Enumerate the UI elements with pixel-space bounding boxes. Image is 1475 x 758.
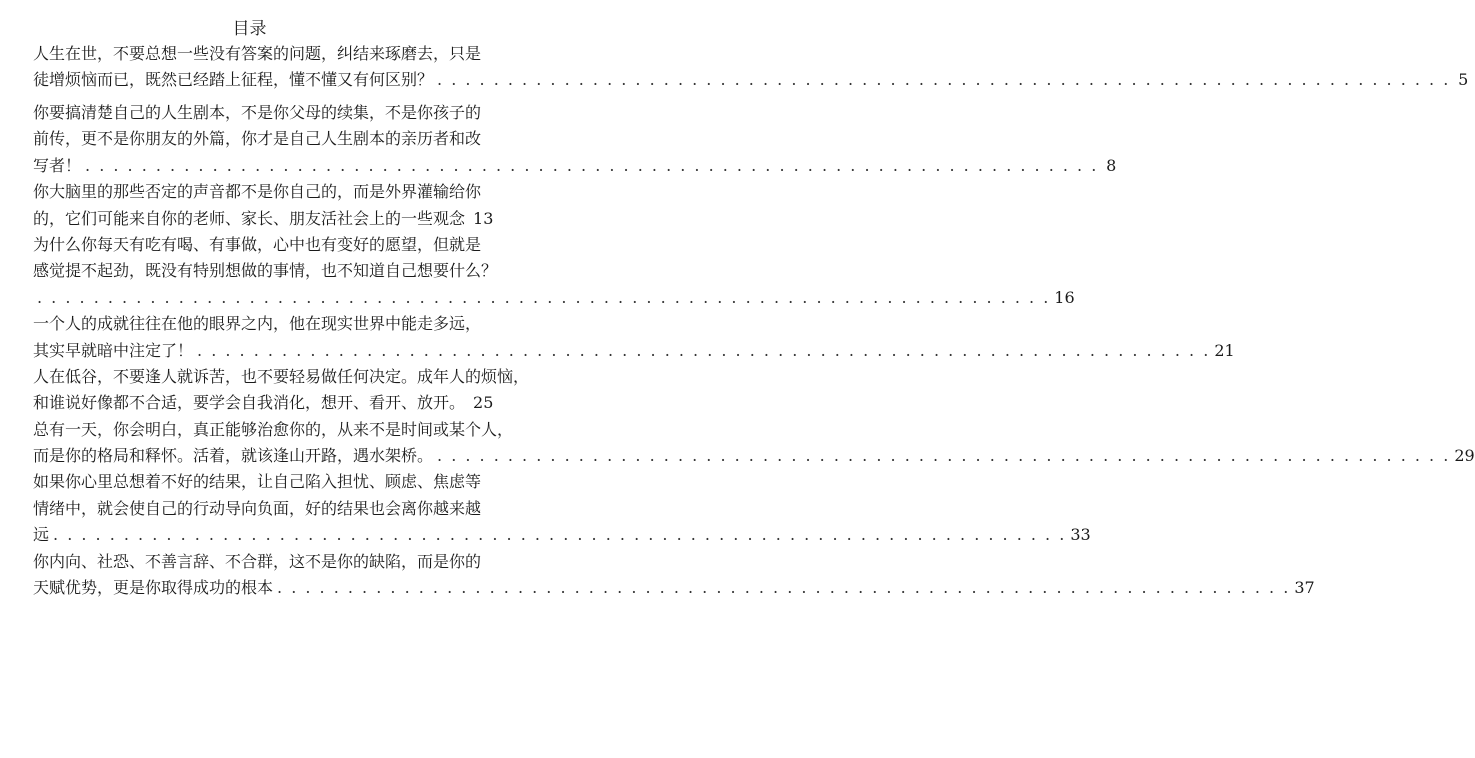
toc-entry-text: 和谁说好像都不合适，要学会自我消化，想开、看开、放开。 [33, 393, 466, 412]
toc-entry-line [33, 180, 482, 204]
toc-entry-line [33, 339, 1235, 363]
toc-entry-text: 徒增烦恼而已，既然已经踏上征程，懂不懂又有何区别？ [33, 70, 434, 89]
toc-page-number: 37 [1294, 578, 1315, 597]
toc-title: 目录 [232, 19, 267, 39]
toc-entry-text: 其实早就暗中注定了！ [33, 341, 194, 360]
toc-page-number: 13 [473, 209, 494, 228]
toc-entry-line [33, 233, 482, 257]
toc-page-number: 29 [1454, 446, 1475, 465]
toc-entry-line [33, 497, 482, 521]
toc-entry-line [33, 286, 1075, 310]
toc-entry-line [33, 391, 494, 415]
toc-entry-line [33, 68, 1469, 92]
toc-entry-text: 写者！ [33, 156, 82, 175]
toc-entry-line [33, 470, 482, 494]
toc-entry-text: 总有一天，你会明白，真正能够治愈你的，从来不是时间或某个人， [33, 420, 514, 439]
toc-page-number: 5 [1458, 70, 1469, 89]
toc-entry-text: 你大脑里的那些否定的声音都不是你自己的，而是外界灌输给你 [33, 182, 482, 201]
toc-entry-text: 天赋优势，更是你取得成功的根本 [33, 578, 274, 597]
toc-entry-line [33, 576, 1315, 600]
toc-page-number: 16 [1054, 288, 1075, 307]
toc-entry-text: 前传，更不是你朋友的外篇，你才是自己人生剧本的亲历者和改 [33, 129, 482, 148]
toc-entry-line [33, 550, 482, 574]
toc-entry-line [33, 42, 482, 66]
dot-leader [277, 576, 1290, 600]
toc-entry-text: 感觉提不起劲，既没有特别想做的事情，也不知道自己想要什么？ [33, 261, 498, 280]
dot-leader [37, 286, 1050, 310]
toc-entry-text: 一个人的成就往往在他的眼界之内，他在现实世界中能走多远， [33, 314, 482, 333]
toc-entry-text: 你要搞清楚自己的人生剧本，不是你父母的续集，不是你孩子的 [33, 103, 482, 122]
toc-page-number: 21 [1214, 341, 1235, 360]
toc-entry-line [33, 523, 1091, 547]
toc-entry-text: 人生在世，不要总想一些没有答案的问题，纠结来琢磨去，只是 [33, 44, 482, 63]
toc-entry-line [33, 312, 482, 336]
toc-entry-text: 的，它们可能来自你的老师、家长、朋友活社会上的一些观念 [33, 209, 466, 228]
dot-leader [437, 68, 1450, 92]
toc-entry-text: 人在低谷，不要逢人就诉苦，也不要轻易做任何决定。成年人的烦恼， [33, 367, 530, 386]
toc-entry-line [33, 207, 494, 231]
dot-leader [437, 444, 1450, 468]
toc-entry-text: 情绪中，就会使自己的行动导向负面，好的结果也会离你越来越 [33, 499, 482, 518]
toc-entry-line [33, 418, 514, 442]
toc-entry-text: 你内向、社恐、不善言辞、不合群，这不是你的缺陷，而是你的 [33, 552, 482, 571]
dot-leader [53, 523, 1066, 547]
toc-page-number: 25 [473, 393, 494, 412]
toc-entry-line [33, 259, 498, 283]
dot-leader [197, 339, 1210, 363]
toc-page-number: 33 [1070, 525, 1091, 544]
toc-entry-line [33, 101, 482, 125]
toc-page-number: 8 [1106, 156, 1117, 175]
toc-entry-text: 如果你心里总想着不好的结果，让自己陷入担忧、顾虑、焦虑等 [33, 472, 482, 491]
dot-leader [85, 154, 1098, 178]
toc-entry-text: 远 [33, 525, 50, 544]
toc-entry-line [33, 127, 482, 151]
toc-entry-line [33, 444, 1475, 468]
toc-entry-text: 为什么你每天有吃有喝、有事做，心中也有变好的愿望，但就是 [33, 235, 482, 254]
toc-entry-line [33, 154, 1117, 178]
toc-entry-line [33, 365, 530, 389]
toc-entry-text: 而是你的格局和释怀。活着，就该逢山开路，遇水架桥。 [33, 446, 434, 465]
